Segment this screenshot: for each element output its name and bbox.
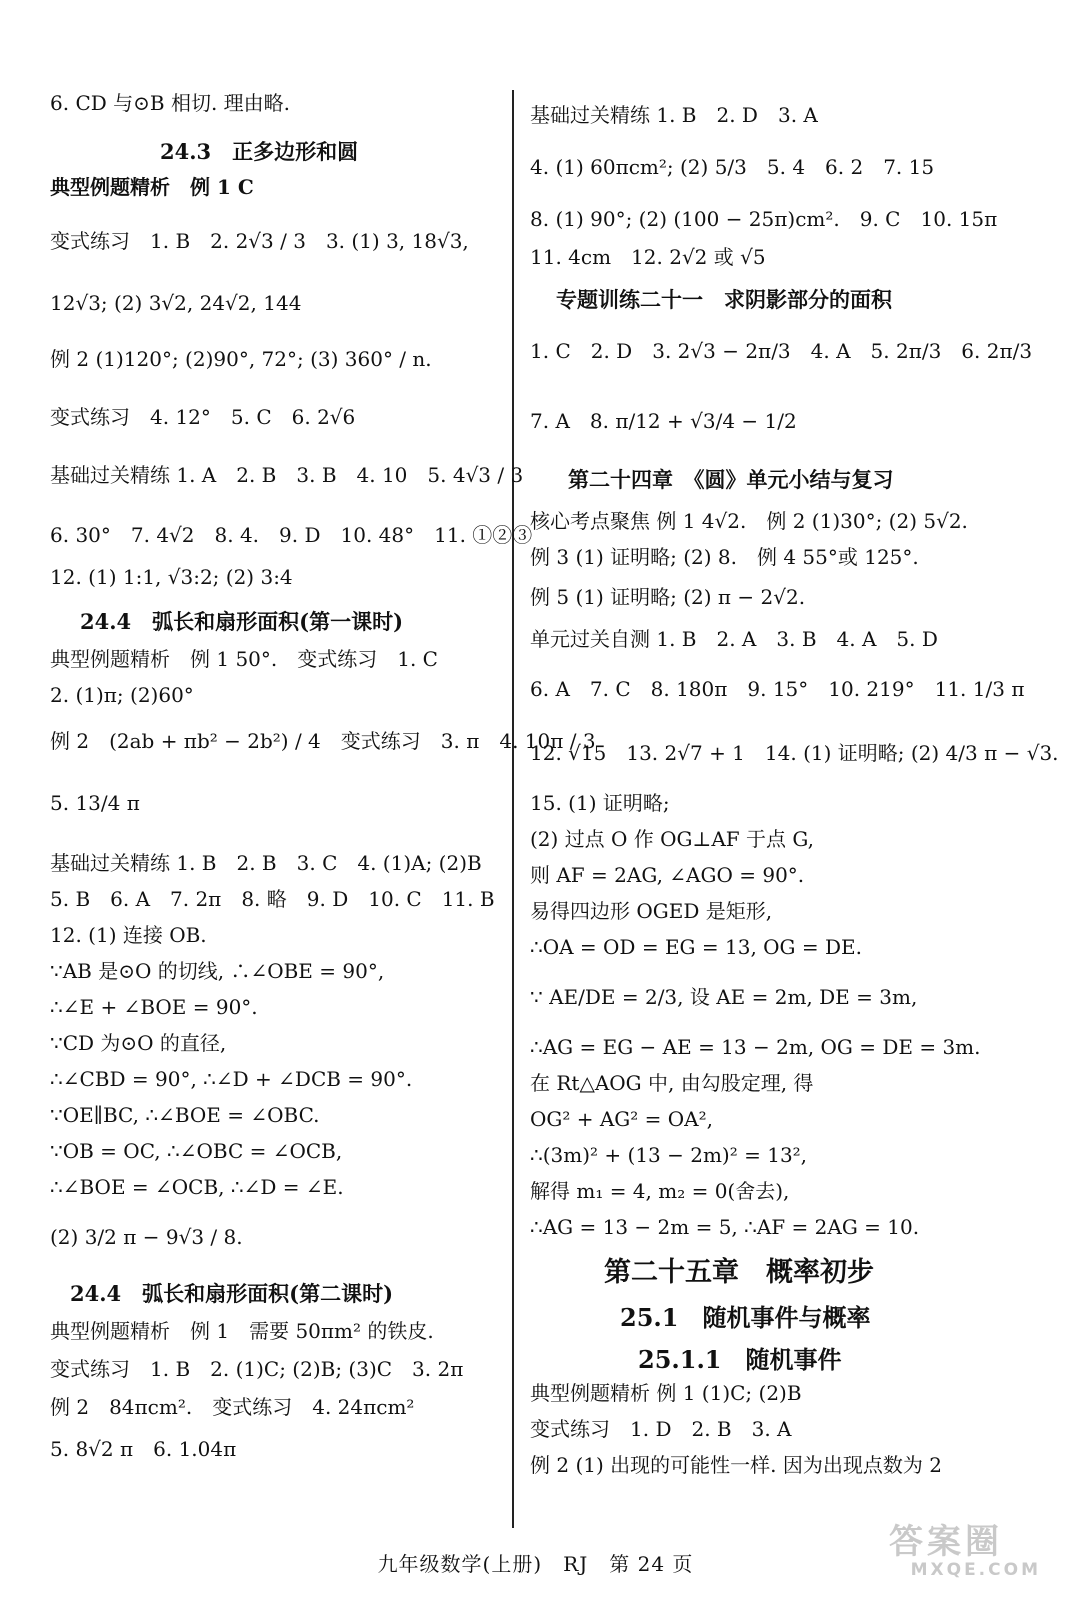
text-line: 8. (1) 90°; (2) (100 − 25π)cm². 9. C 10. 15π [530, 207, 998, 231]
section-heading-topic-21: 专题训练二十一 求阴影部分的面积 [556, 287, 892, 312]
text-line: 典型例题精析 例 1 (1)C; (2)B [530, 1381, 802, 1405]
text-line: 例 5 (1) 证明略; (2) π − 2√2. [530, 585, 806, 609]
text-line: 基础过关精练 1. B 2. B 3. C 4. (1)A; (2)B [50, 851, 482, 875]
text-line: 5. B 6. A 7. 2π 8. 略 9. D 10. C 11. B [50, 887, 495, 911]
text-line: 12. (1) 1:1, √3:2; (2) 3:4 [50, 565, 293, 589]
text-line: 6. 30° 7. 4√2 8. 4. 9. D 10. 48° 11. ①②③ [50, 523, 533, 547]
text-line: 1. C 2. D 3. 2√3 − 2π/3 4. A 5. 2π/3 6. 2π/3 [530, 339, 1033, 363]
text-line: 例 2 (1) 出现的可能性一样. 因为出现点数为 2 [530, 1453, 942, 1477]
text-line: 12√3; (2) 3√2, 24√2, 144 [50, 291, 302, 315]
section-heading-24-3: 24.3 正多边形和圆 [160, 139, 359, 164]
text-line: 基础过关精练 1. A 2. B 3. B 4. 10 5. 4√3 / 3 [50, 463, 524, 487]
page-footer: 九年级数学(上册) RJ 第 24 页 [377, 1552, 694, 1576]
text-line: 典型例题精析 例 1 50°. 变式练习 1. C [50, 647, 438, 671]
text-line: ∴∠BOE = ∠OCB, ∴∠D = ∠E. [50, 1175, 344, 1199]
text-line: 例 2 (1)120°; (2)90°, 72°; (3) 360° / n. [50, 347, 432, 371]
text-line: 变式练习 1. B 2. 2√3 / 3 3. (1) 3, 18√3, [50, 229, 469, 253]
text-line: 4. (1) 60πcm²; (2) 5/3 5. 4 6. 2 7. 15 [530, 155, 935, 179]
text-line: 2. (1)π; (2)60° [50, 683, 194, 707]
text-line: ∵OB = OC, ∴∠OBC = ∠OCB, [50, 1139, 343, 1163]
text-line: 单元过关自测 1. B 2. A 3. B 4. A 5. D [530, 627, 938, 651]
text-line: 基础过关精练 1. B 2. D 3. A [530, 103, 818, 127]
text-line: ∴∠E + ∠BOE = 90°. [50, 995, 258, 1019]
chapter-heading-25: 第二十五章 概率初步 [604, 1257, 874, 1288]
text-line: 则 AF = 2AG, ∠AGO = 90°. [530, 863, 805, 887]
watermark-text: 答案圈 [889, 1522, 1003, 1562]
text-line: 典型例题精析 例 1 需要 50πm² 的铁皮. [50, 1319, 434, 1343]
text-line: 变式练习 1. D 2. B 3. A [530, 1417, 792, 1441]
text-line: 12. √15 13. 2√7 + 1 14. (1) 证明略; (2) 4/3 π − √3. [530, 741, 1059, 765]
text-line: ∴AG = EG − AE = 13 − 2m, OG = DE = 3m. [530, 1035, 981, 1059]
text-line: 例 2 (2ab + πb² − 2b²) / 4 变式练习 3. π 4. 10π / 3 [50, 729, 596, 753]
text-line: 变式练习 1. B 2. (1)C; (2)B; (3)C 3. 2π [50, 1357, 464, 1381]
text-line: ∵AB 是⊙O 的切线, ∴∠OBE = 90°, [50, 959, 385, 983]
text-line: 5. 13/4 π [50, 791, 140, 815]
text-line: 5. 8√2 π 6. 1.04π [50, 1437, 237, 1461]
text-line: ∴OA = OD = EG = 13, OG = DE. [530, 935, 862, 959]
watermark-url: MXQE.COM [910, 1560, 1041, 1580]
text-line: (2) 过点 O 作 OG⊥AF 于点 G, [530, 827, 814, 851]
section-heading-24-4-second: 24.4 弧长和扇形面积(第二课时) [70, 1281, 394, 1306]
text-line: 变式练习 4. 12° 5. C 6. 2√6 [50, 405, 356, 429]
text-line: ∴(3m)² + (13 − 2m)² = 13², [530, 1143, 808, 1167]
text-line: 典型例题精析 例 1 C [50, 175, 254, 199]
text-line: 在 Rt△AOG 中, 由勾股定理, 得 [530, 1071, 814, 1095]
text-line: ∵ AE/DE = 2/3, 设 AE = 2m, DE = 3m, [530, 985, 918, 1009]
text-line: ∵OE∥BC, ∴∠BOE = ∠OBC. [50, 1103, 320, 1127]
text-line: 11. 4cm 12. 2√2 或 √5 [530, 245, 766, 269]
text-line: 核心考点聚焦 例 1 4√2. 例 2 (1)30°; (2) 5√2. [530, 509, 968, 533]
section-heading-24-4-first: 24.4 弧长和扇形面积(第一课时) [80, 609, 404, 634]
text-line: ∵CD 为⊙O 的直径, [50, 1031, 227, 1055]
text-line: 12. (1) 连接 OB. [50, 923, 207, 947]
text-line: 例 3 (1) 证明略; (2) 8. 例 4 55°或 125°. [530, 545, 919, 569]
text-line: 6. A 7. C 8. 180π 9. 15° 10. 219° 11. 1/3 π [530, 677, 1025, 701]
text-line: 例 2 84πcm². 变式练习 4. 24πcm² [50, 1395, 415, 1419]
text-line: 解得 m₁ = 4, m₂ = 0(舍去), [530, 1179, 790, 1203]
text-line: (2) 3/2 π − 9√3 / 8. [50, 1225, 243, 1249]
section-heading-25-1-1: 25.1.1 随机事件 [638, 1345, 842, 1374]
section-heading-25-1: 25.1 随机事件与概率 [620, 1303, 871, 1332]
text-line: ∴∠CBD = 90°, ∴∠D + ∠DCB = 90°. [50, 1067, 413, 1091]
text-line: 7. A 8. π/12 + √3/4 − 1/2 [530, 409, 797, 433]
section-heading-chapter-24-review: 第二十四章 《圆》单元小结与复习 [568, 467, 894, 492]
text-line: 易得四边形 OGED 是矩形, [530, 899, 773, 923]
text-line: ∴AG = 13 − 2m = 5, ∴AF = 2AG = 10. [530, 1215, 920, 1239]
text-line: 15. (1) 证明略; [530, 791, 670, 815]
text-line: 6. CD 与⊙B 相切. 理由略. [50, 91, 291, 115]
column-divider [512, 90, 514, 1528]
text-line: OG² + AG² = OA², [530, 1107, 713, 1131]
watermark-logo [889, 1524, 1049, 1582]
